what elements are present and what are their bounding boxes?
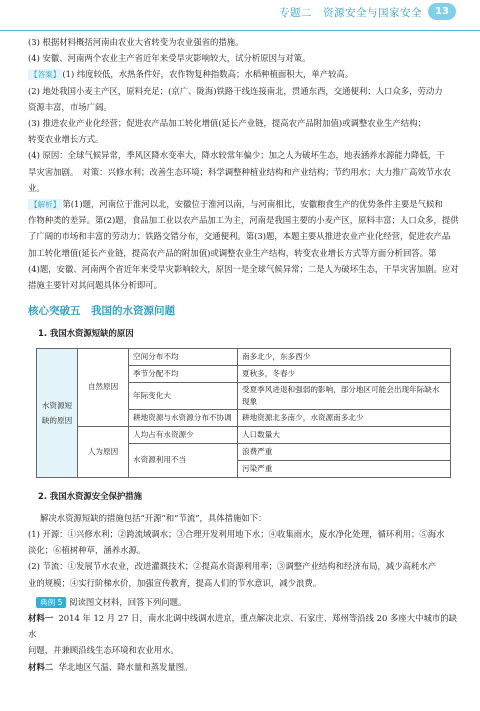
analysis-line-1: [28, 196, 460, 212]
table-first-col: 水资源短缺的原因: [37, 348, 78, 477]
page-content: [28, 34, 460, 675]
material-2-label: 材料二: [28, 661, 54, 672]
table-cell: 南多北少，东多西少: [238, 348, 451, 365]
answer-1: [28, 66, 460, 82]
table-cell: 水资源利用不当: [129, 443, 238, 477]
analysis-line-3: 了广阔的市场和丰富的劳动力；铁路交错分布，交通便利。第(3)题，本题主要从推进农业产业化经营，促进农产品: [28, 231, 451, 242]
analysis-line-6: 措施主要针对其问题具体分析即可。: [28, 280, 162, 291]
analysis-line-2: 作物种类的差异。第(2)题，食品加工业以农产品加工为主，河南是我国主要的小麦产区，原料丰富；人口众多，提供: [28, 215, 459, 226]
human-label: 人为原因: [78, 426, 129, 477]
table-cell: 受夏季风进退和强弱的影响，部分地区可能会出现年际缺水现象: [238, 382, 451, 409]
answer-tag: 【答案】: [30, 70, 61, 80]
table-cell: 耕地资源北多南少，水资源南多北少: [238, 409, 451, 426]
open-source-line-2: 淡化；⑥植树种草，涵养水源。: [28, 545, 146, 556]
answer-2-line-1: (2) 地处我国小麦主产区，原料充足；(京广、陇海)铁路干线连接南北，贯通东西，交通便利；人口众多，劳动力: [28, 85, 443, 96]
answer-1-text: (1) 纬度较低，水热条件好，农作物复种指数高；水稻种植面积大，单产较高。: [62, 69, 354, 80]
header-title: 专题二 资源安全与国家安全: [279, 7, 422, 19]
answer-3-line-1: (3) 推进农业产业化经营；促进农产品加工转化增值(延长产业链，提高农产品附加值)或调整农业生产结构；: [28, 118, 426, 129]
table-cell: 耕地资源与水资源分布不协调: [129, 409, 238, 426]
save-line-1: (2) 节流：①发展节水农业，改进灌溉技术；②提高水资源利用率；③调整产业结构和经济布局，减少高耗水产: [28, 561, 437, 572]
table-cell: 人口数量大: [238, 426, 451, 443]
subsection-2-title: 2. 我国水资源安全保护措施: [38, 490, 143, 501]
table-cell: 空间分布不均: [129, 348, 238, 365]
answer-4-line-2: 旱灾害加剧。 对策：兴修水利；改善生态环境；科学调整种植业结构和产业结构；节约用水；大力推广高效节水农业。: [28, 166, 451, 193]
open-source-line-1: (1) 开源：①兴修水利；②跨流域调水；③合理开发利用地下水；④收集雨水，废水净化处理，循环利用；⑤海水: [28, 529, 445, 540]
answer-4-line-1: (4) 原因：全球气候异常，季风区降水变率大，降水较常年偏少；加之人为破坏生态，地表涵养水源能力降低，干: [28, 150, 445, 161]
table-cell: 季节分配不均: [129, 365, 238, 382]
page-number: 13: [428, 3, 456, 20]
material-1-text: 2014 年 12 月 27 日，南水北调中线调水进京，重点解决北京、石家庄、郑州等沿线 20 多座大中城市的缺水: [28, 613, 457, 640]
header-divider: [0, 30, 480, 31]
table-cell: 人均占有水资源少: [129, 426, 238, 443]
water-shortage-table: [36, 348, 451, 478]
example-badge: 典例 5: [36, 597, 66, 608]
table-cell: 浪费严重: [238, 443, 451, 460]
table-cell: 夏秋多，冬春少: [238, 365, 451, 382]
subsection-1-title: 1. 我国水资源短缺的原因: [38, 328, 134, 339]
section-title: 核心突破五 我国的水资源问题: [28, 305, 175, 318]
material-1-line-2: 问题，并兼顾沿线生态环境和农业用水。: [28, 645, 179, 656]
measures-intro: 解决水资源短缺的措施包括“开源”和“节流”，具体措施如下：: [40, 512, 267, 523]
natural-label: 自然原因: [78, 348, 129, 426]
save-line-2: 业的规模；④实行阶梯水价，加强宣传教育，提高人们的节水意识，减少浪费。: [28, 577, 322, 588]
example-line: [28, 594, 460, 610]
table-cell: 污染严重: [238, 460, 451, 477]
analysis-line-4: 加工转化增值(延长产业链，提高农产品的附加值)或调整农业生产结构，转变农业增长方式等方面分析回答。第: [28, 247, 437, 258]
example-text: 阅读图文材料，回答下列问题。: [69, 596, 187, 607]
analysis-line-5: (4)题，安徽、河南两个省近年来受旱灾影响较大，原因一是全球气候异常；二是人为破坏生态，干旱灾害加剧。应对: [28, 263, 459, 274]
material-1-label: 材料一: [28, 613, 54, 624]
table-cell: 年际变化大: [129, 382, 238, 409]
answer-3-line-2: 转变农业增长方式。: [28, 134, 104, 145]
analysis-tag: 【解析】: [30, 200, 61, 210]
question-4: (4) 安徽、河南两个农业主产省近年来受旱灾影响较大，试分析原因与对策。: [28, 53, 311, 64]
analysis-1-text: 第(1)题，河南位于淮河以北，安徽位于淮河以南，与河南相比，安徽粮食生产的优势条件主要是气候和: [62, 199, 443, 210]
question-3: (3) 根据材料概括河南由农业大省转变为农业强省的措施。: [28, 37, 244, 47]
material-1-line-1: [28, 610, 460, 642]
material-2-text: 华北地区气温、降水量和蒸发量图。: [58, 661, 193, 672]
material-2-line: [28, 659, 460, 675]
answer-2-line-2: 资源丰富，市场广阔。: [28, 101, 112, 112]
page-header: [0, 0, 480, 28]
